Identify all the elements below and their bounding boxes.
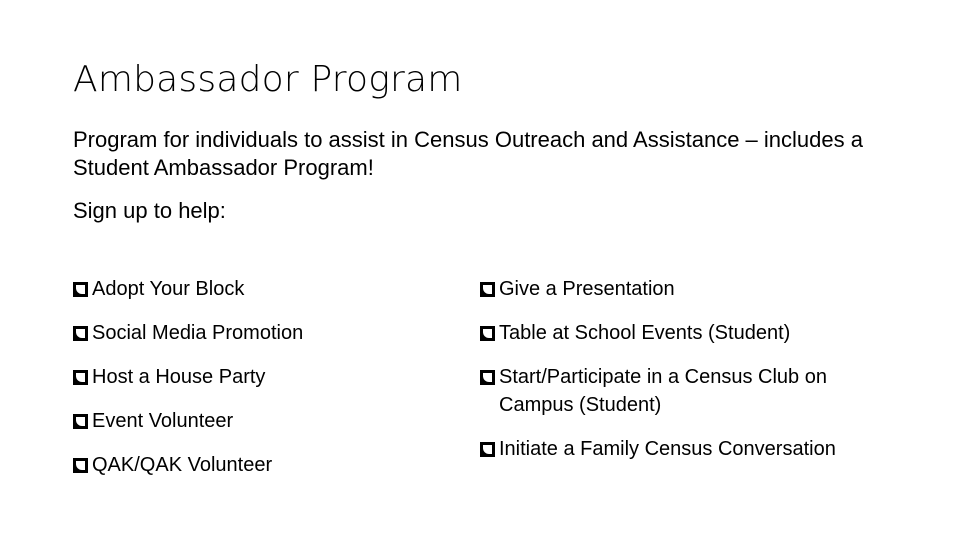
list-item-label: Initiate a Family Census Conversation xyxy=(499,438,836,460)
checkbox-square-icon xyxy=(73,458,88,473)
checkbox-square-icon xyxy=(73,282,88,297)
list-item xyxy=(480,363,880,419)
checkbox-square-icon xyxy=(480,282,495,297)
checkbox-square-icon xyxy=(480,442,495,457)
list-item-label: Table at School Events (Student) xyxy=(499,322,791,344)
intro-text: Program for individuals to assist in Census Outreach and Assistance – includes a Student Ambassador Program! xyxy=(73,127,863,180)
list-item-label: Social Media Promotion xyxy=(92,322,304,344)
list-item xyxy=(480,275,880,303)
list-item xyxy=(73,407,453,435)
list-item xyxy=(480,319,880,347)
slide-title: Ambassador Program xyxy=(73,59,463,100)
list-item xyxy=(480,435,880,463)
list-item xyxy=(73,319,453,347)
list-item-label: Give a Presentation xyxy=(499,278,675,300)
checkbox-square-icon xyxy=(480,370,495,385)
list-item-label: Host a House Party xyxy=(92,366,266,388)
list-item-label: Event Volunteer xyxy=(92,410,234,432)
left-task-list xyxy=(73,275,453,495)
checkbox-square-icon xyxy=(73,414,88,429)
right-task-list xyxy=(480,275,880,479)
checkbox-square-icon xyxy=(73,370,88,385)
list-item-label: Adopt Your Block xyxy=(92,278,245,300)
checkbox-square-icon xyxy=(480,326,495,341)
signup-label: Sign up to help: xyxy=(73,198,226,223)
list-item xyxy=(73,275,453,303)
list-item-label: Start/Participate in a Census Club on Campus (Student) xyxy=(499,366,827,416)
list-item xyxy=(73,363,453,391)
list-item xyxy=(73,451,453,479)
list-item-label: QAK/QAK Volunteer xyxy=(92,454,273,476)
checkbox-square-icon xyxy=(73,326,88,341)
